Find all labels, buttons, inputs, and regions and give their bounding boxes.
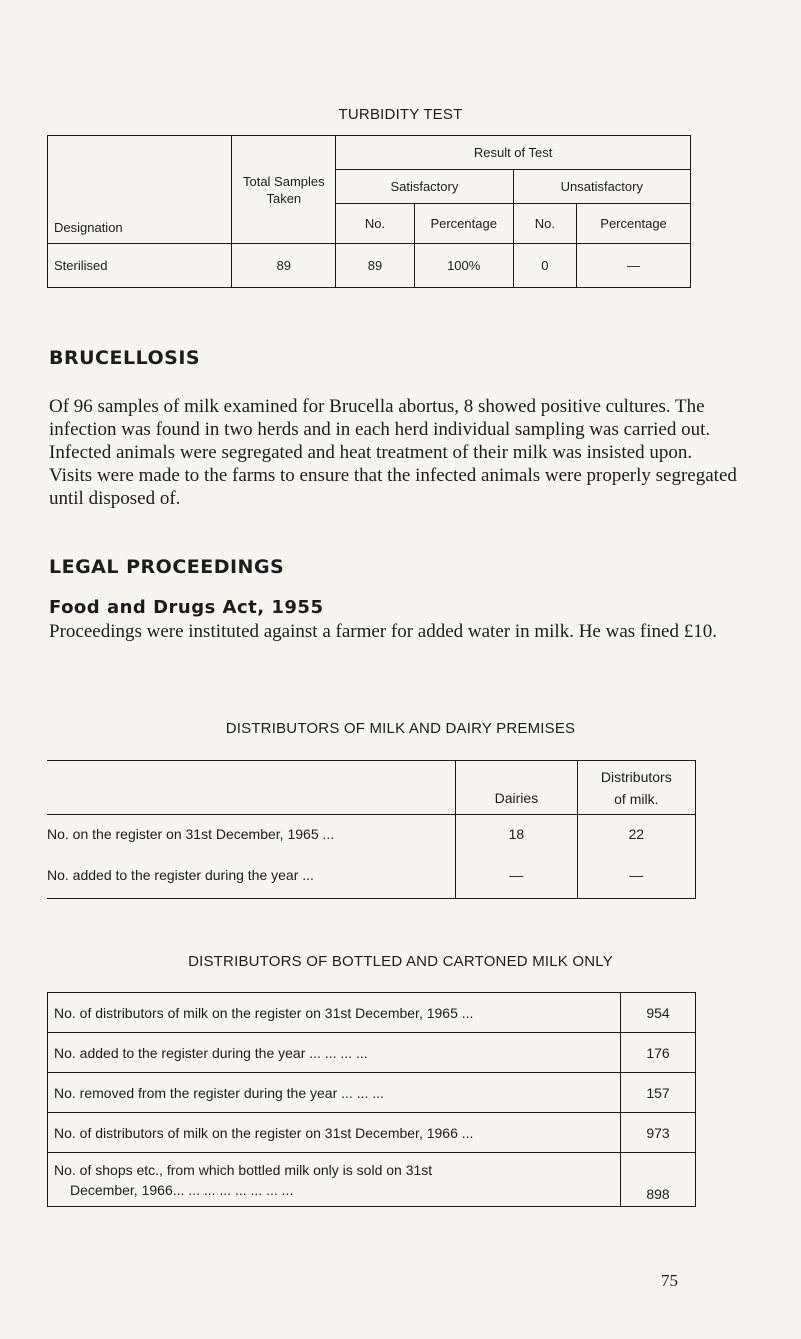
row-label: No. on the register on 31st December, 1965 ... bbox=[47, 825, 335, 842]
header-dairies: Dairies bbox=[456, 761, 577, 815]
table-row bbox=[48, 244, 691, 288]
legal-heading: LEGAL PROCEEDINGS bbox=[49, 556, 285, 578]
brucellosis-paragraph: Of 96 samples of milk examined for Brucella abortus, 8 showed positive cultures. The infection was found in two herds and in each herd individual sampling was carried out. Infected animals were segregated and heat treatment of their milk was insisted upon. Visits were made to the farms to ensure that the infected animals were properly segregated until disposed of. bbox=[49, 396, 737, 509]
cell-sat-no: 89 bbox=[336, 244, 415, 288]
header-satisfactory: Satisfactory bbox=[336, 170, 513, 204]
header-total-samples: Total Samples Taken bbox=[232, 136, 336, 244]
row-label: No. of distributors of milk on the register on 31st December, 1965 ... bbox=[48, 993, 621, 1033]
cell-unsat-no: 0 bbox=[513, 244, 576, 288]
row-value: 973 bbox=[621, 1113, 696, 1153]
table-row bbox=[47, 815, 696, 853]
bottled-title: DISTRIBUTORS OF BOTTLED AND CARTONED MILK ONLY bbox=[188, 953, 613, 970]
table-row bbox=[48, 1033, 696, 1073]
row-label: No. of distributors of milk on the register on 31st December, 1966 ... bbox=[48, 1113, 621, 1153]
row-value: 157 bbox=[621, 1073, 696, 1113]
row-value: 176 bbox=[621, 1033, 696, 1073]
header-unsat-percentage: Percentage bbox=[577, 204, 691, 244]
distributors-table bbox=[47, 760, 696, 899]
row-distributors: — bbox=[577, 853, 695, 899]
brucellosis-heading: BRUCELLOSIS bbox=[49, 347, 201, 369]
row-dairies: — bbox=[456, 853, 577, 899]
cell-unsat-pct: — bbox=[577, 244, 691, 288]
row-label: No. added to the register during the year ... ... ... ... bbox=[48, 1033, 621, 1073]
header-designation: Designation bbox=[48, 136, 232, 244]
row-label: No. removed from the register during the year ... ... ... bbox=[48, 1073, 621, 1113]
cell-total: 89 bbox=[232, 244, 336, 288]
row-distributors: 22 bbox=[577, 815, 695, 853]
page-number: 75 bbox=[661, 1271, 678, 1290]
row-label-line2: December, 1966... ... ... ... ... ... ... ... bbox=[70, 1181, 294, 1198]
table-row bbox=[47, 853, 696, 899]
legal-subheading: Food and Drugs Act, 1955 bbox=[49, 597, 324, 618]
header-unsat-no: No. bbox=[513, 204, 576, 244]
row-label: No. added to the register during the year ... bbox=[47, 853, 456, 899]
header-sat-percentage: Percentage bbox=[414, 204, 513, 244]
table-row bbox=[48, 1153, 696, 1207]
header-sat-no: No. bbox=[336, 204, 415, 244]
header-result-of-test: Result of Test bbox=[336, 136, 691, 170]
bottled-distributors-table bbox=[47, 992, 696, 1207]
cell-designation: Sterilised bbox=[48, 244, 232, 288]
table-row bbox=[48, 1073, 696, 1113]
header-distributors-line1: Distributors bbox=[600, 768, 672, 785]
table-row bbox=[48, 1113, 696, 1153]
row-dairies: 18 bbox=[456, 815, 577, 853]
header-unsatisfactory: Unsatisfactory bbox=[513, 170, 690, 204]
turbidity-table bbox=[47, 135, 691, 288]
row-value: 898 bbox=[621, 1153, 696, 1207]
turbidity-title: TURBIDITY TEST bbox=[338, 106, 463, 123]
header-distributors-line2: of milk. bbox=[614, 790, 659, 807]
row-label-line1: No. of shops etc., from which bottled milk only is sold on 31st bbox=[54, 1161, 433, 1178]
row-label-multiline bbox=[48, 1153, 621, 1207]
header-distributors bbox=[577, 761, 695, 815]
distributors-title: DISTRIBUTORS OF MILK AND DAIRY PREMISES bbox=[225, 720, 576, 737]
cell-sat-pct: 100% bbox=[414, 244, 513, 288]
row-value: 954 bbox=[621, 993, 696, 1033]
legal-paragraph: Proceedings were instituted against a farmer for added water in milk. He was fined £10. bbox=[49, 621, 717, 642]
table-row bbox=[48, 993, 696, 1033]
